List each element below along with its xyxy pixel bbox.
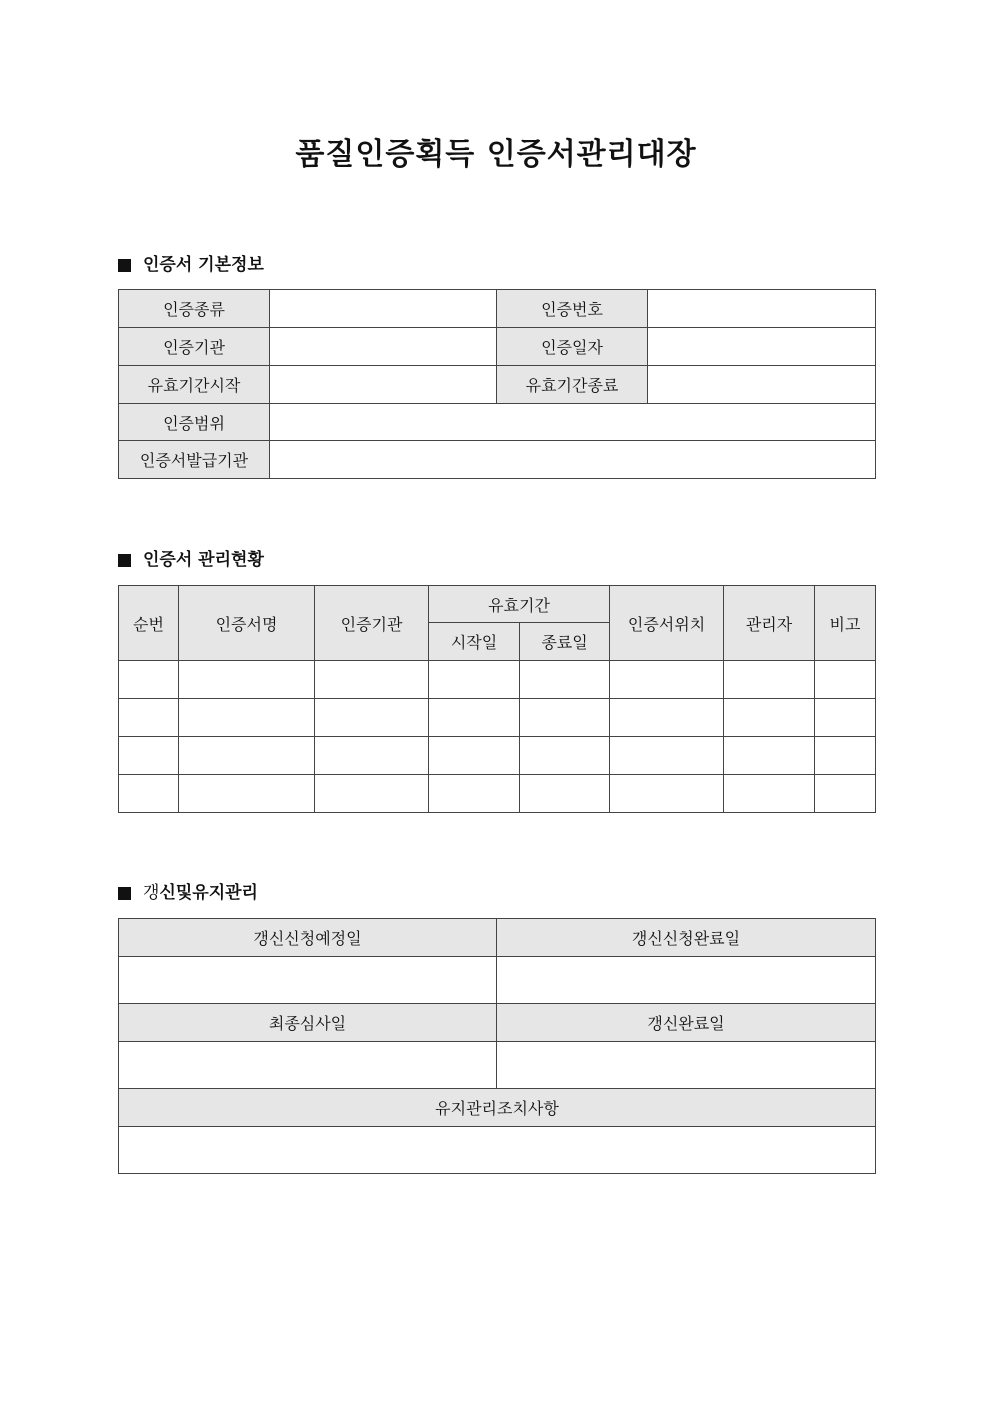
header-manager: 관리자 (724, 586, 815, 661)
table-row (119, 957, 876, 1004)
cell[interactable] (610, 699, 724, 737)
section-renewal-title-prefix: 갱 (143, 883, 160, 903)
cell[interactable] (724, 661, 815, 699)
cert-scope-field[interactable] (270, 404, 876, 441)
cell[interactable] (315, 737, 429, 775)
header-end: 종료일 (520, 623, 610, 661)
renewal-complete-apply-field[interactable] (497, 957, 876, 1004)
table-row (119, 1004, 876, 1042)
final-audit-field[interactable] (119, 1042, 497, 1089)
section-renewal-title: 신및유지관리 (159, 883, 258, 903)
header-remarks: 비고 (815, 586, 876, 661)
cell[interactable] (815, 661, 876, 699)
cert-date-field[interactable] (648, 328, 876, 366)
label-maintenance: 유지관리조치사항 (119, 1089, 876, 1127)
table-row (119, 366, 876, 404)
cell[interactable] (315, 699, 429, 737)
label-renewal-planned: 갱신신청예정일 (119, 919, 497, 957)
table-row (119, 404, 876, 441)
square-bullet-icon (118, 554, 131, 567)
cell[interactable] (610, 737, 724, 775)
renewal-done-field[interactable] (497, 1042, 876, 1089)
label-cert-agency: 인증기관 (119, 328, 270, 366)
table-row (119, 699, 876, 737)
cert-number-field[interactable] (648, 290, 876, 328)
header-location: 인증서위치 (610, 586, 724, 661)
cell[interactable] (520, 699, 610, 737)
header-validity: 유효기간 (429, 586, 610, 623)
table-header-row (119, 586, 876, 623)
maintenance-field[interactable] (119, 1127, 876, 1174)
table-row (119, 919, 876, 957)
label-valid-end: 유효기간종료 (497, 366, 648, 404)
table-row (119, 661, 876, 699)
header-no: 순번 (119, 586, 179, 661)
header-start: 시작일 (429, 623, 520, 661)
cell[interactable] (119, 661, 179, 699)
section-basic-info-title: 인증서 기본정보 (143, 255, 264, 275)
cell[interactable] (315, 661, 429, 699)
cell[interactable] (429, 737, 520, 775)
cell[interactable] (724, 737, 815, 775)
label-cert-date: 인증일자 (497, 328, 648, 366)
section-management-heading (118, 548, 264, 572)
header-name: 인증서명 (179, 586, 315, 661)
cell[interactable] (119, 737, 179, 775)
renewal-table (118, 918, 876, 1174)
square-bullet-icon (118, 887, 131, 900)
cell[interactable] (520, 775, 610, 813)
cell[interactable] (610, 661, 724, 699)
cell[interactable] (815, 775, 876, 813)
table-row (119, 737, 876, 775)
cell[interactable] (315, 775, 429, 813)
table-row (119, 441, 876, 479)
label-issuing-agency: 인증서발급기관 (119, 441, 270, 479)
label-cert-scope: 인증범위 (119, 404, 270, 441)
square-bullet-icon (118, 259, 131, 272)
page-title: 품질인증획득 인증서관리대장 (295, 137, 697, 172)
cell[interactable] (815, 737, 876, 775)
label-renewal-complete-apply: 갱신신청완료일 (497, 919, 876, 957)
label-renewal-done: 갱신완료일 (497, 1004, 876, 1042)
cell[interactable] (119, 699, 179, 737)
issuing-agency-field[interactable] (270, 441, 876, 479)
cell[interactable] (179, 775, 315, 813)
label-final-audit: 최종심사일 (119, 1004, 497, 1042)
section-basic-info-heading (118, 253, 264, 277)
label-cert-type: 인증종류 (119, 290, 270, 328)
valid-end-field[interactable] (648, 366, 876, 404)
header-agency: 인증기관 (315, 586, 429, 661)
section-renewal-heading (118, 881, 258, 905)
cell[interactable] (815, 699, 876, 737)
cell[interactable] (179, 737, 315, 775)
table-row (119, 1042, 876, 1089)
basic-info-table (118, 289, 876, 479)
cell[interactable] (429, 661, 520, 699)
management-table (118, 585, 876, 813)
table-row (119, 328, 876, 366)
cell[interactable] (724, 699, 815, 737)
section-management-title: 인증서 관리현황 (143, 550, 264, 570)
cell[interactable] (429, 699, 520, 737)
cert-agency-field[interactable] (270, 328, 497, 366)
cell[interactable] (179, 661, 315, 699)
cell[interactable] (179, 699, 315, 737)
cell[interactable] (610, 775, 724, 813)
cert-type-field[interactable] (270, 290, 497, 328)
cell[interactable] (520, 737, 610, 775)
table-row (119, 775, 876, 813)
cell[interactable] (724, 775, 815, 813)
table-row (119, 1127, 876, 1174)
cell[interactable] (429, 775, 520, 813)
table-row (119, 290, 876, 328)
cell[interactable] (119, 775, 179, 813)
renewal-planned-field[interactable] (119, 957, 497, 1004)
label-cert-number: 인증번호 (497, 290, 648, 328)
label-valid-start: 유효기간시작 (119, 366, 270, 404)
table-row (119, 1089, 876, 1127)
valid-start-field[interactable] (270, 366, 497, 404)
cell[interactable] (520, 661, 610, 699)
